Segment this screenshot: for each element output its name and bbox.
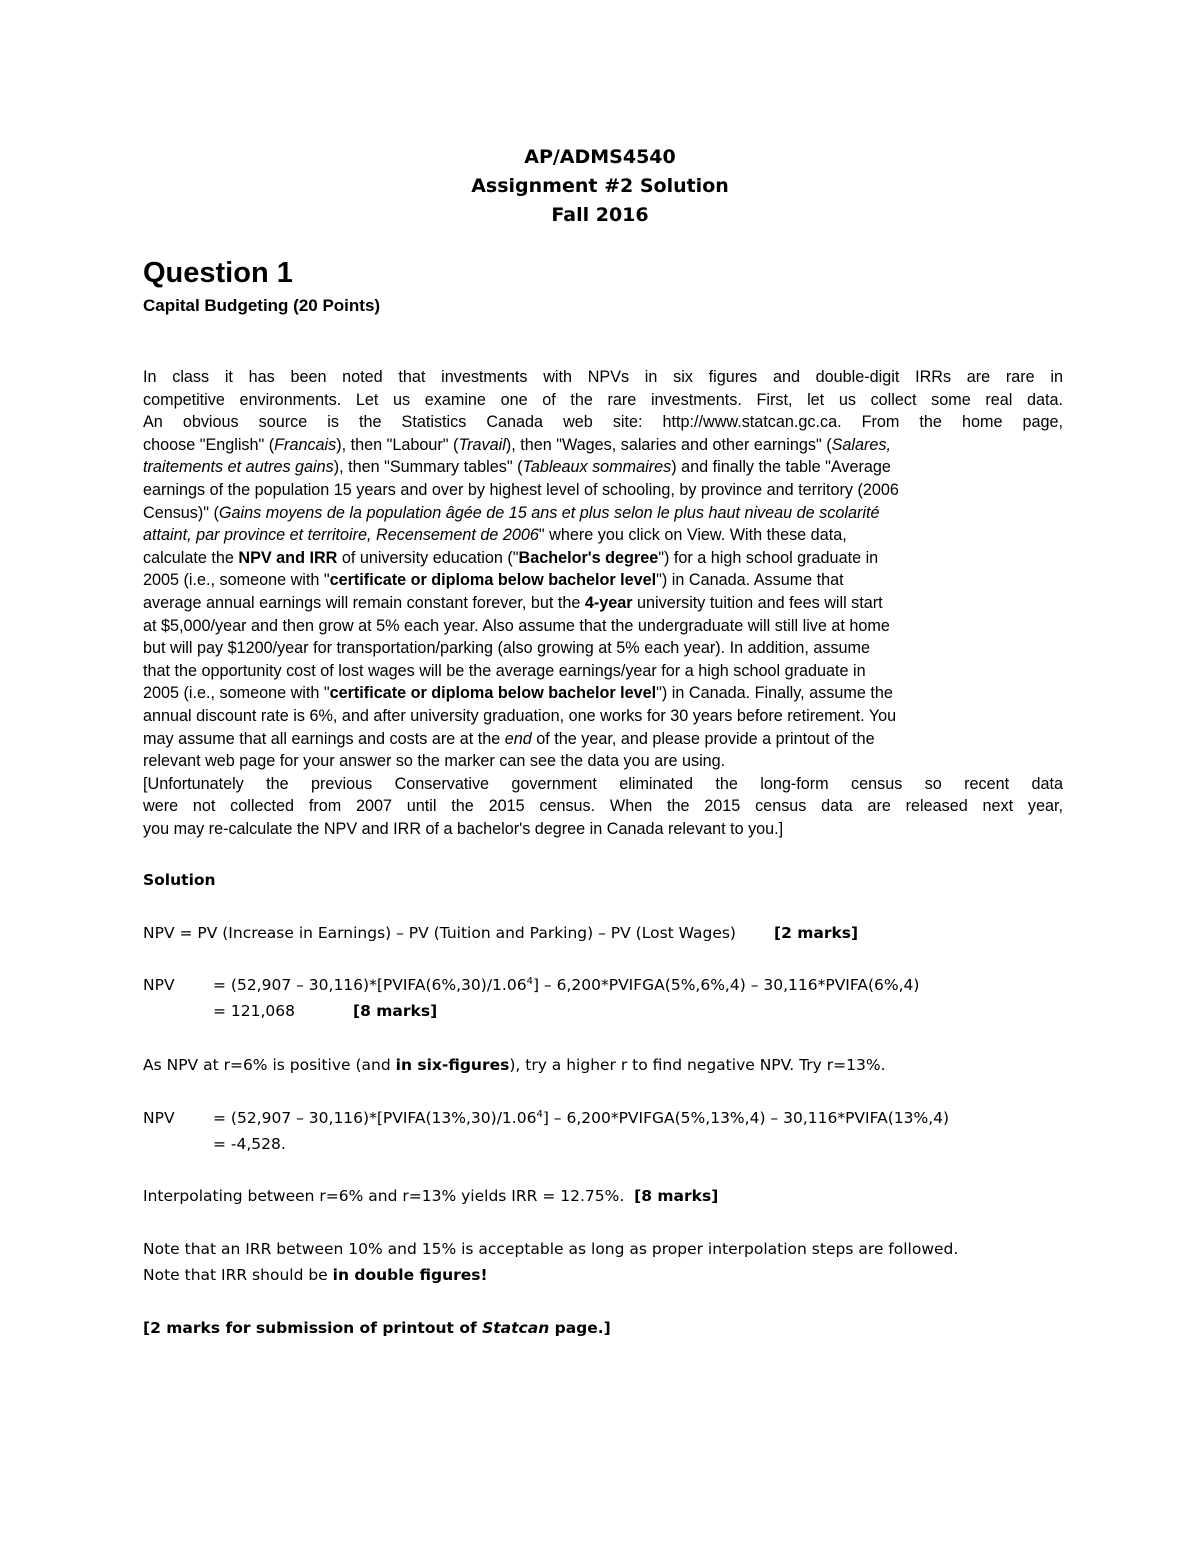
question-line: relevant web page for your answer so the marker can see the data you are using.	[143, 752, 726, 771]
submission-marks: [2 marks for submission of printout of Statcan page.]	[143, 1319, 611, 1337]
question-line: traitements et autres gains), then "Summary tables" (Tableaux sommaires) and finally the table "Average	[143, 458, 891, 477]
marks-label: [8 marks]	[634, 1187, 719, 1205]
question-line: competitive environments. Let us examine one of the rare investments. First, let us collect some real data.	[143, 390, 1063, 409]
npv-equation-13pct: NPV = (52,907 – 30,116)*[PVIFA(13%,30)/1.06$^4$] – 6,200*PVIFGA(5%,13%,4) – 30,116*PVIFA(13%,4)	[143, 1108, 950, 1127]
question-line: choose "English" (Francais), then "Labour" (Travail), then "Wages, salaries and other earnings" (Salares,	[143, 435, 892, 454]
note-irr-range: Note that an IRR between 10% and 15% is acceptable as long as proper interpolation steps are followed.	[143, 1240, 959, 1258]
marks-label: [2 marks]	[773, 924, 859, 942]
question-line: 2005 (i.e., someone with "certificate or diploma below bachelor level") in Canada. Assume that	[143, 571, 844, 590]
question-line: In class it has been noted that investments with NPVs in six figures and double-digit IRRs are rare in	[143, 368, 1063, 386]
npv-equation-6pct: NPV = (52,907 – 30,116)*[PVIFA(6%,30)/1.06$^4$] – 6,200*PVIFGA(5%,6%,4) – 30,116*PVIFA(6%,4)	[143, 975, 920, 994]
question-line: earnings of the population 15 years and over by highest level of schooling, by province and territory (2006	[143, 480, 899, 499]
npv-result-13pct: = -4,528.	[213, 1135, 286, 1153]
note-irr-double: Note that IRR should be in double figures!	[143, 1266, 488, 1284]
question-text	[143, 366, 1063, 840]
question-line: average annual earnings will remain constant forever, but the 4-year university tuition and fees will start	[143, 593, 883, 612]
question-line: you may re-calculate the NPV and IRR of a bachelor's degree in Canada relevant to you.]	[143, 819, 784, 838]
question-line: 2005 (i.e., someone with "certificate or diploma below bachelor level") in Canada. Finally, assume the	[143, 684, 893, 703]
question-line: attaint, par province et territoire, Recensement de 2006" where you click on View. With these data,	[143, 526, 847, 545]
question-line: at $5,000/year and then grow at 5% each year. Also assume that the undergraduate will still live at home	[143, 616, 890, 635]
question-line: An obvious source is the Statistics Canada web site: http://www.statcan.gc.ca. From the home page,	[143, 413, 1063, 432]
question-line: that the opportunity cost of lost wages will be the average earnings/year for a high school graduate in	[143, 661, 866, 680]
npv-result-6pct: = 121,068 [8 marks]	[213, 1002, 438, 1020]
document-header	[0, 143, 1200, 230]
question-line: may assume that all earnings and costs are at the end of the year, and please provide a printout of the	[143, 729, 875, 748]
try-higher-rate: As NPV at r=6% is positive (and in six-figures), try a higher r to find negative NPV. Try r=13%.	[143, 1056, 886, 1074]
question-subtitle: Capital Budgeting (20 Points)	[143, 296, 381, 315]
question-line: [Unfortunately the previous Conservative government eliminated the long-form census so recent data	[143, 774, 1063, 793]
question-line: annual discount rate is 6%, and after university graduation, one works for 30 years before retirement. You	[143, 706, 897, 725]
course-code: AP/ADMS4540	[524, 146, 676, 168]
npv-definition: NPV = PV (Increase in Earnings) – PV (Tuition and Parking) – PV (Lost Wages) [2 marks]	[143, 924, 859, 942]
interpolation-result: Interpolating between r=6% and r=13% yields IRR = 12.75%. [8 marks]	[143, 1187, 719, 1205]
question-line: calculate the NPV and IRR of university education ("Bachelor's degree") for a high school graduate in	[143, 548, 879, 567]
question-line: were not collected from 2007 until the 2015 census. When the 2015 census data are released next year,	[143, 797, 1063, 816]
term: Fall 2016	[551, 204, 649, 226]
question-title: Question 1	[143, 257, 293, 289]
question-line: Census)" (Gains moyens de la population âgée de 15 ans et plus selon le plus haut niveau de scolarité	[143, 503, 880, 522]
marks-label: [8 marks]	[353, 1002, 438, 1020]
solution-heading: Solution	[143, 871, 216, 889]
question-line: but will pay $1200/year for transportation/parking (also growing at 5% each year). In addition, assume	[143, 639, 871, 658]
assignment-title: Assignment #2 Solution	[471, 175, 729, 197]
